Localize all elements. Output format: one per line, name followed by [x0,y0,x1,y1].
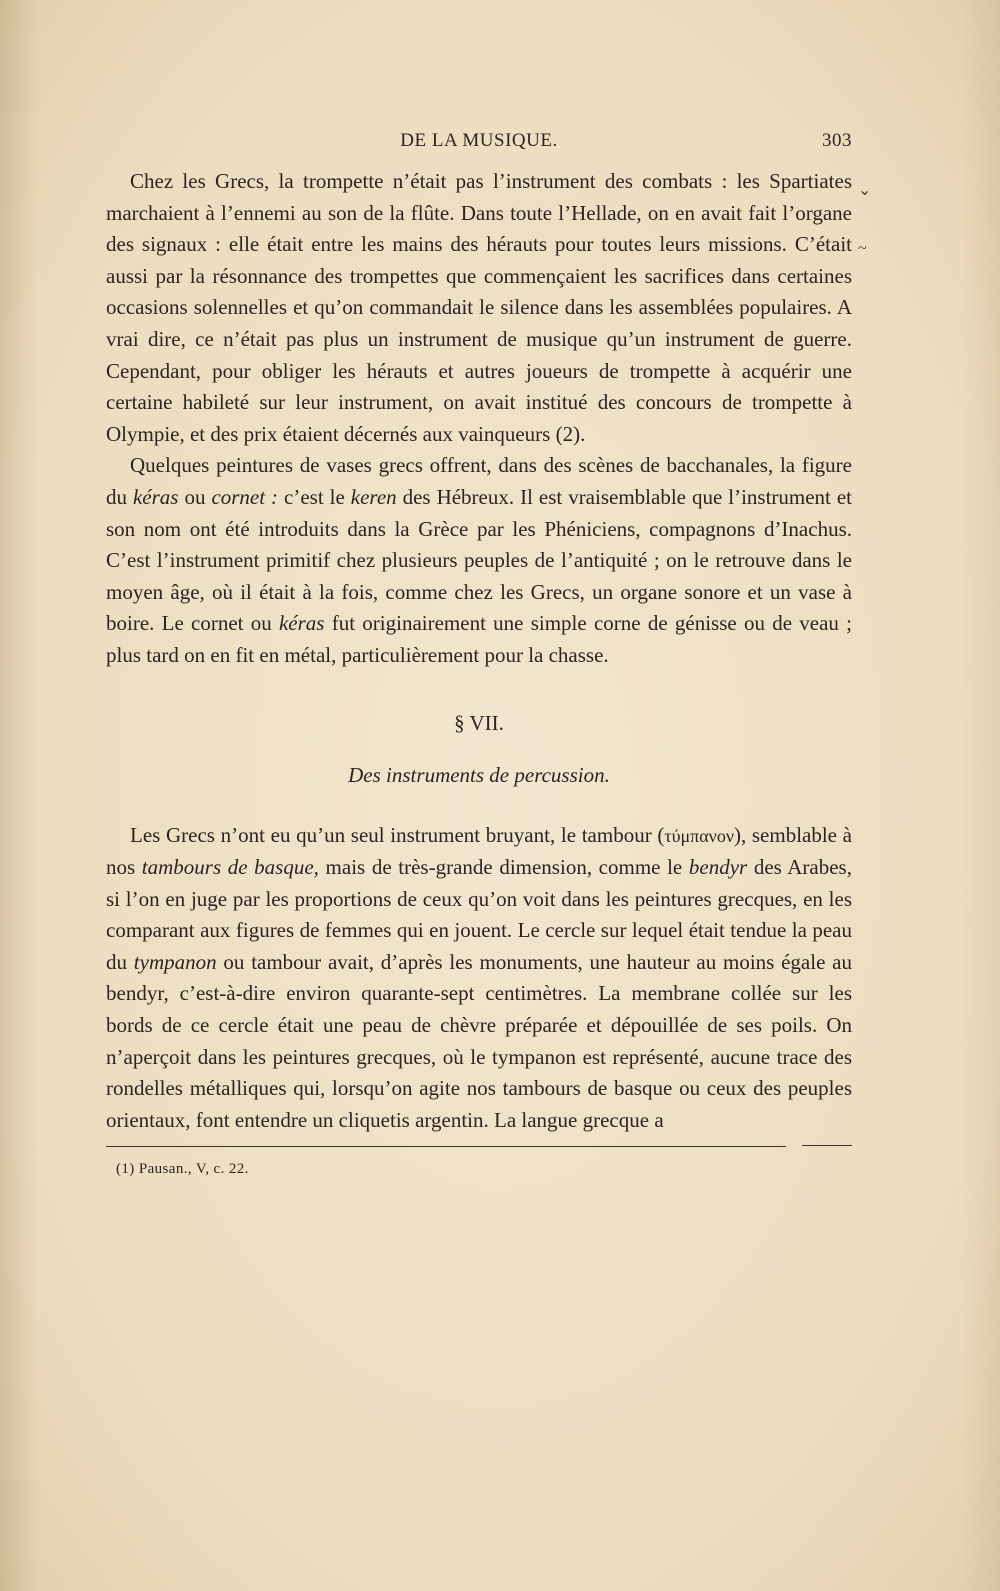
paragraph-tambour: Les Grecs n’ont eu qu’un seul instrument bruyant, le tambour (τύμπανον), semblable à nos tambours de basque, mais de très-grande dimension, comme le bendyr des Arabes, si l’on en juge par les proportions de ceux qu’on voit dans les peintures grecques, en les comparant aux figures de femmes qui en jouent. Le cercle sur lequel était tendue la peau du tympanon ou tambour avait, d’après les monuments, une hauteur au moins égale au bendyr, c’est-à-dire environ quarante-sept centimètres. La membrane collée sur les bords de ce cercle était une peau de chèvre préparée et dépouillée de ses poils. On n’aperçoit dans les peintures grecques, où le tympanon est représenté, aucune trace des rondelles métalliques qui, lorsqu’on agite nos tambours de basque ou ceux des peuples orientaux, font entendre un cliquetis argentin. La langue grecque a [106,822,853,1132]
body-text [106,166,852,672]
running-head [106,126,852,156]
term-tambours: tambours de basque, [141,855,319,880]
section-subtitle: Des instruments de percussion. [348,762,610,787]
term-bendyr: bendyr [688,855,748,880]
section-body [106,820,852,1137]
greek-word: τύμπανον [664,825,734,846]
section-heading: § VII. [454,710,504,735]
footnote-rule-short [802,1145,852,1146]
term-keras: kéras [132,484,179,509]
footnote: (1) Pausan., V, c. 22. [116,1161,249,1178]
paragraph-trompette: Chez les Grecs, la trompette n’était pas l’instrument des combats : les Spartiates marchaient à l’ennemi au son de la flûte. Dans toute l’Hellade, on en avait fait l’organe des signaux : elle était entre les mains des hérauts pour toutes leurs missions. C’était aussi par la résonnance des trompettes que commençaient les sacrifices dans certaines occasions solennelles et qu’on commandait le silence dans les assemblées populaires. A vrai dire, ce n’était pas plus un instrument de musique qu’un instrument de guerre. Cependant, pour obliger les hérauts et autres joueurs de trompette à acquérir une certaine habileté sur leur instrument, on avait institué des concours de trompette à Olympie, et des prix étaient décernés aux vainqueurs (2). [106,169,852,446]
footnote-rule [106,1146,786,1147]
margin-mark-1: ⌄ [858,182,872,199]
term-keren: keren [350,484,397,509]
running-title: DE LA MUSIQUE. [400,130,558,151]
term-keras-2: kéras [278,611,325,636]
paragraph-keras: Quelques peintures de vases grecs offrent, dans des scènes de bacchanales, la figure du kéras ou cornet : c’est le keren des Hébreux. Il est vraisemblable que l’instrument et son nom ont été introduits dans la Grèce par les Phéniciens, compagnons d’Inachus. C’est l’instrument primitif chez plusieurs peuples de l’antiquité ; on le retrouve dans le moyen âge, où il était à la fois, comme chez les Grecs, un organe sonore et un vase à boire. Le cornet ou kéras fut originairement une simple corne de génisse ou de veau ; plus tard on en fit en métal, particulièrement pour la chasse. [106,453,853,667]
page-number: 303 [822,130,852,151]
term-cornet: cornet : [211,484,279,509]
footnote-rule-wrap [106,1146,852,1147]
book-page [106,126,852,1178]
term-tympanon: tympanon [133,949,217,974]
margin-mark-2: ~ [858,240,867,257]
